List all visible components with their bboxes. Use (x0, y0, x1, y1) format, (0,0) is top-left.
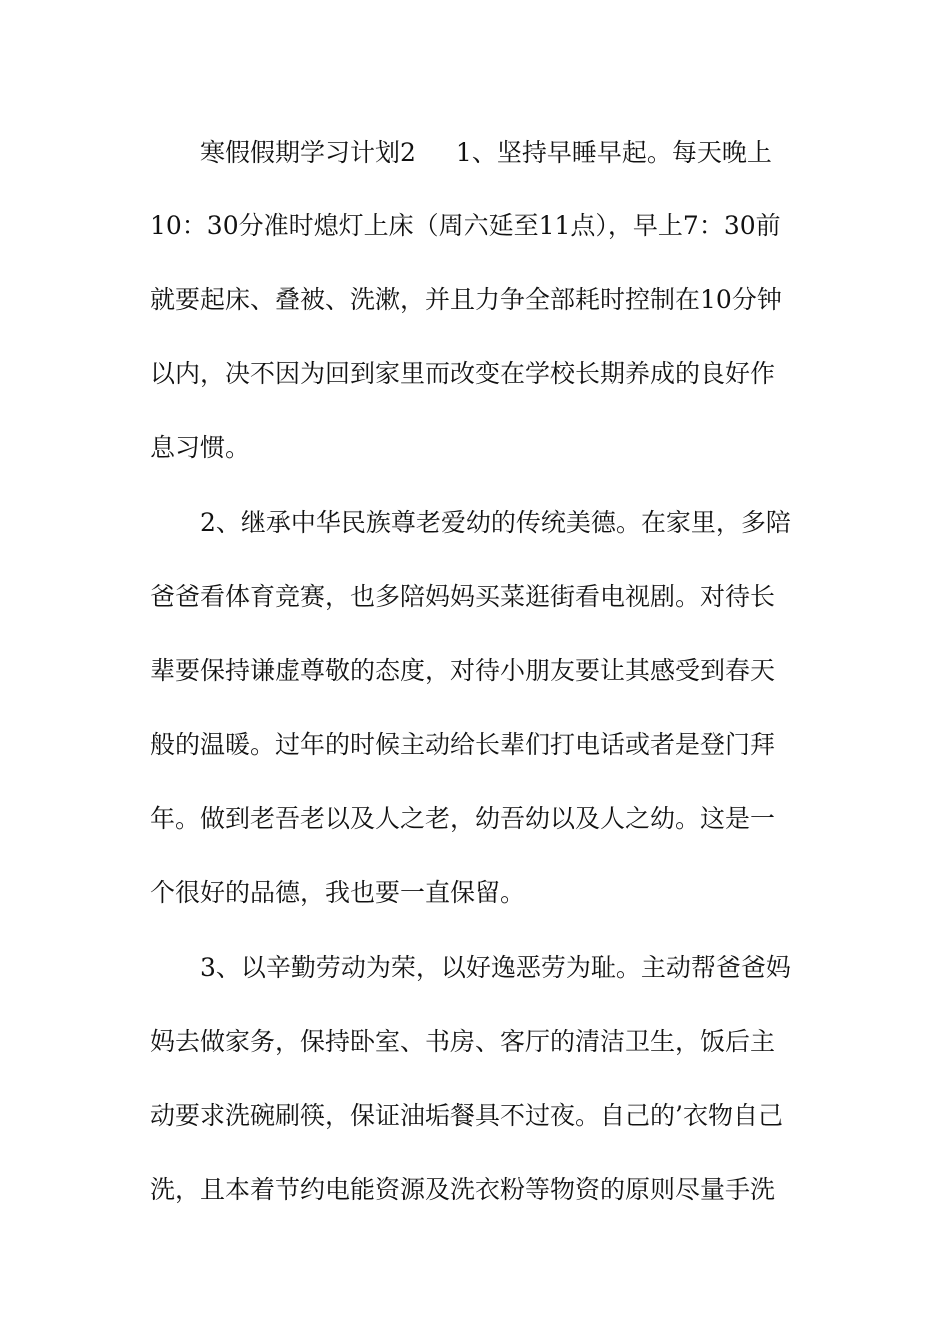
paragraph-1-line-1 (200, 133, 810, 173)
paragraph-2-line-2: 爸爸看体育竞赛，也多陪妈妈买菜逛街看电视剧。对待长 (150, 582, 776, 611)
paragraph-1-line-2: 10：30分准时熄灯上床（周六延至11点），早上7：30前 (150, 211, 781, 240)
paragraph-2-line-3: 辈要保持谦虚尊敬的态度，对待小朋友要让其感受到春天 (150, 656, 776, 685)
paragraph-1-line-4: 以内，决不因为回到家里而改变在学校长期养成的良好作 (150, 359, 776, 388)
paragraph-2-line-6: 个很好的品德，我也要一直保留。 (150, 878, 526, 907)
paragraph-1-start: 1、坚持早睡早起。每天晚上 (455, 138, 772, 167)
paragraph-1-line-3: 就要起床、叠被、洗漱，并且力争全部耗时控制在10分钟 (150, 285, 782, 314)
paragraph-2-line-5: 年。做到老吾老以及人之老，幼吾幼以及人之幼。这是一 (150, 804, 776, 833)
paragraph-1-line-5: 息习惯。 (150, 433, 251, 462)
paragraph-3-line-4: 洗，且本着节约电能资源及洗衣粉等物资的原则尽量手洗 (150, 1175, 776, 1204)
document-title: 寒假假期学习计划2 (200, 138, 416, 167)
paragraph-3-line-3: 动要求洗碗刷筷，保证油垢餐具不过夜。自己的’衣物自己 (150, 1101, 783, 1130)
paragraph-2-line-1: 2、继承中华民族尊老爱幼的传统美德。在家里，多陪 (200, 508, 791, 537)
paragraph-3-line-1: 3、以辛勤劳动为荣，以好逸恶劳为耻。主动帮爸爸妈 (200, 953, 791, 982)
paragraph-3-line-2: 妈去做家务，保持卧室、书房、客厅的清洁卫生，饭后主 (150, 1027, 776, 1056)
paragraph-2-line-4: 般的温暖。过年的时候主动给长辈们打电话或者是登门拜 (150, 730, 776, 759)
